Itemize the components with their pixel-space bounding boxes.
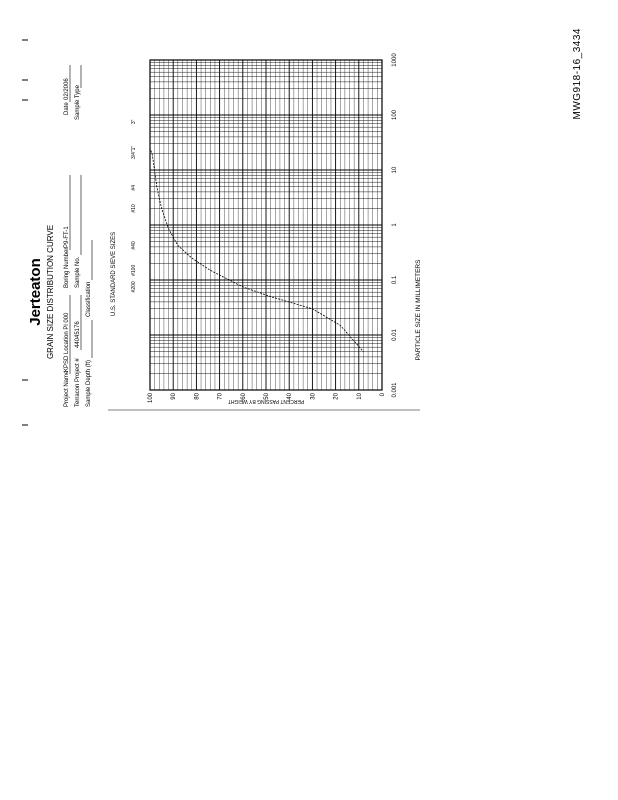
boring-number-label: Boring Number bbox=[64, 247, 70, 288]
classification-label: Classification bbox=[86, 281, 92, 317]
y-axis-label: PERCENT PASSING BY WEIGHT bbox=[227, 398, 305, 404]
x-tick-label: 1000 bbox=[392, 53, 398, 67]
sieve-header: U.S. STANDARD SIEVE SIZES bbox=[111, 231, 117, 317]
sieve-label: #100 bbox=[131, 264, 137, 276]
x-axis-label: PARTICLE SIZE IN MILLIMETERS bbox=[415, 259, 422, 361]
sieve-label: 3" bbox=[131, 119, 137, 125]
date-label: Date bbox=[64, 102, 70, 115]
x-tick-label: 0.1 bbox=[392, 275, 398, 285]
y-tick-label: 40 bbox=[287, 393, 294, 400]
document-stamp: MWG918-16_3434 bbox=[572, 28, 583, 120]
y-tick-label: 100 bbox=[148, 393, 154, 404]
sieve-label: #4 bbox=[131, 185, 137, 191]
y-tick-label: 80 bbox=[194, 393, 201, 400]
x-tick-label: 0.001 bbox=[392, 382, 398, 398]
company-logo: Jerteaton bbox=[27, 258, 44, 326]
y-tick-label: 60 bbox=[240, 393, 247, 400]
project-name-label: Project Name bbox=[64, 370, 70, 407]
boring-number-value: P9-FT-1 bbox=[64, 226, 70, 248]
x-tick-label: 100 bbox=[392, 109, 398, 121]
sample-type-label: Sample Type bbox=[75, 85, 81, 120]
x-tick-label: 0.01 bbox=[392, 329, 398, 341]
sieve-label: 1" bbox=[131, 145, 137, 151]
sieve-label: #10 bbox=[131, 204, 137, 213]
y-tick-label: 20 bbox=[333, 393, 340, 400]
y-tick-label: 10 bbox=[356, 393, 363, 400]
terracon-project-value: 44045176 bbox=[75, 321, 81, 348]
sieve-label: #40 bbox=[131, 241, 137, 250]
sample-depth-label: Sample Depth (ft) bbox=[86, 359, 92, 407]
y-tick-label: 70 bbox=[217, 393, 224, 400]
x-tick-label: 10 bbox=[392, 166, 398, 174]
sieve-label: 3/4" bbox=[131, 150, 137, 160]
sieve-label: #200 bbox=[131, 281, 137, 293]
terracon-project-label: Terracon Project # bbox=[75, 358, 81, 407]
grain-size-chart bbox=[148, 53, 422, 404]
y-tick-label: 30 bbox=[310, 393, 317, 400]
sieve-labels bbox=[131, 119, 137, 292]
y-tick-label: 0 bbox=[380, 393, 386, 397]
y-tick-label: 90 bbox=[171, 393, 178, 400]
sample-no-label: Sample No. bbox=[75, 256, 81, 288]
date-value: 02/2006 bbox=[64, 78, 70, 100]
y-tick-label: 50 bbox=[264, 393, 270, 400]
project-name-value: KPSD Location Pl 000 bbox=[64, 312, 70, 372]
x-tick-label: 1 bbox=[392, 223, 398, 227]
chart-title: GRAIN SIZE DISTRIBUTION CURVE bbox=[46, 224, 55, 360]
